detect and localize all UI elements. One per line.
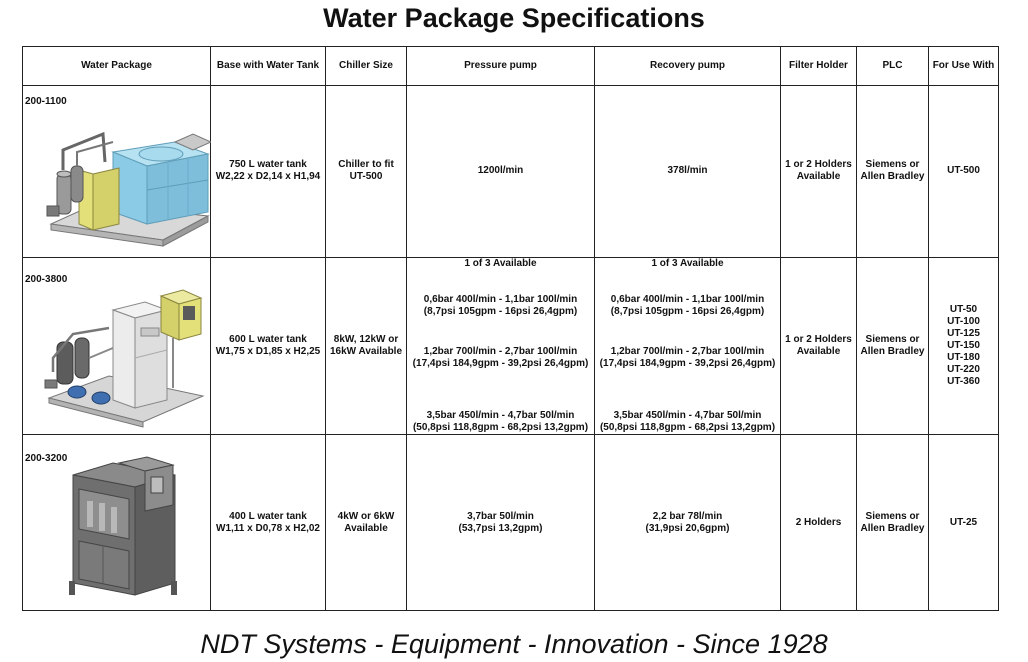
pressure-pump-cell: 3,7bar 50l/min (53,7psi 13,2gpm) xyxy=(407,435,595,611)
package-cell xyxy=(23,86,211,258)
for-use-with-cell: UT-50 UT-100 UT-125 UT-150 UT-180 UT-220 UT-360 xyxy=(929,257,999,435)
filter-holder-cell: 2 Holders xyxy=(781,435,857,611)
water-package-unit-tank-icon xyxy=(43,112,211,250)
header-water-package: Water Package xyxy=(23,47,211,86)
plc-cell: Siemens or Allen Bradley xyxy=(857,86,929,258)
header-recovery-pump: Recovery pump xyxy=(595,47,781,86)
package-cell xyxy=(23,435,211,611)
water-package-unit-cabinet-icon xyxy=(63,455,213,603)
base-cell: 400 L water tank W1,11 x D0,78 x H2,02 xyxy=(211,435,326,611)
header-row xyxy=(23,47,999,86)
pressure-pump-heading: 1 of 3 Available xyxy=(464,257,537,269)
page-title: Water Package Specifications xyxy=(323,3,705,33)
recovery-pump-cell: 1 of 3 Available 0,6bar 400l/min - 1,1bar 100l/min (8,7psi 105gpm - 16psi 26,4gpm) 1,2bar 700l/min - 2,7bar 100l/min (17,4psi 184,9gpm - 39,2psi 26,4gpm) 3,5bar 450l/min - 4,7bar 50l/min (50,8psi 118,8gpm - 68,2psi 13,2gpm) xyxy=(595,257,781,435)
header-base: Base with Water Tank xyxy=(211,47,326,86)
filter-holder-cell: 1 or 2 Holders Available xyxy=(781,86,857,258)
recovery-pump-heading: 1 of 3 Available xyxy=(651,257,724,269)
filter-holder-cell: 1 or 2 Holders Available xyxy=(781,257,857,435)
header-plc: PLC xyxy=(857,47,929,86)
water-package-unit-chiller-icon xyxy=(43,288,211,428)
package-id: 200-3200 xyxy=(25,453,68,465)
footer-tagline: NDT Systems - Equipment - Innovation - Since 1928 xyxy=(200,629,828,659)
package-id: 200-1100 xyxy=(25,96,67,107)
pressure-pump-cell: 1200l/min xyxy=(407,86,595,258)
table-row xyxy=(23,257,999,435)
base-cell: 750 L water tank W2,22 x D2,14 x H1,94 xyxy=(211,86,326,258)
package-id: 200-3800 xyxy=(25,273,68,285)
pressure-pump-cell: 1 of 3 Available 0,6bar 400l/min - 1,1bar 100l/min (8,7psi 105gpm - 16psi 26,4gpm) 1,2bar 700l/min - 2,7bar 100l/min (17,4psi 184,9gpm - 39,2psi 26,4gpm) 3,5bar 450l/min - 4,7bar 50l/min (50,8psi 118,8gpm - 68,2psi 13,2gpm) xyxy=(407,257,595,435)
table-row xyxy=(23,86,999,258)
plc-cell: Siemens or Allen Bradley xyxy=(857,435,929,611)
spec-table xyxy=(22,46,999,611)
for-use-with-cell: UT-25 xyxy=(929,435,999,611)
table-row xyxy=(23,435,999,611)
chiller-cell: 8kW, 12kW or 16kW Available xyxy=(326,257,407,435)
base-cell: 600 L water tank W1,75 x D1,85 x H2,25 xyxy=(211,257,326,435)
header-filter-holder: Filter Holder xyxy=(781,47,857,86)
recovery-pump-cell: 2,2 bar 78l/min (31,9psi 20,6gpm) xyxy=(595,435,781,611)
chiller-cell: 4kW or 6kW Available xyxy=(326,435,407,611)
header-for-use-with: For Use With xyxy=(929,47,999,86)
recovery-pump-cell: 378l/min xyxy=(595,86,781,258)
header-pressure-pump: Pressure pump xyxy=(407,47,595,86)
header-chiller: Chiller Size xyxy=(326,47,407,86)
plc-cell: Siemens or Allen Bradley xyxy=(857,257,929,435)
chiller-cell: Chiller to fit UT-500 xyxy=(326,86,407,258)
package-cell xyxy=(23,257,211,435)
for-use-with-cell: UT-500 xyxy=(929,86,999,258)
